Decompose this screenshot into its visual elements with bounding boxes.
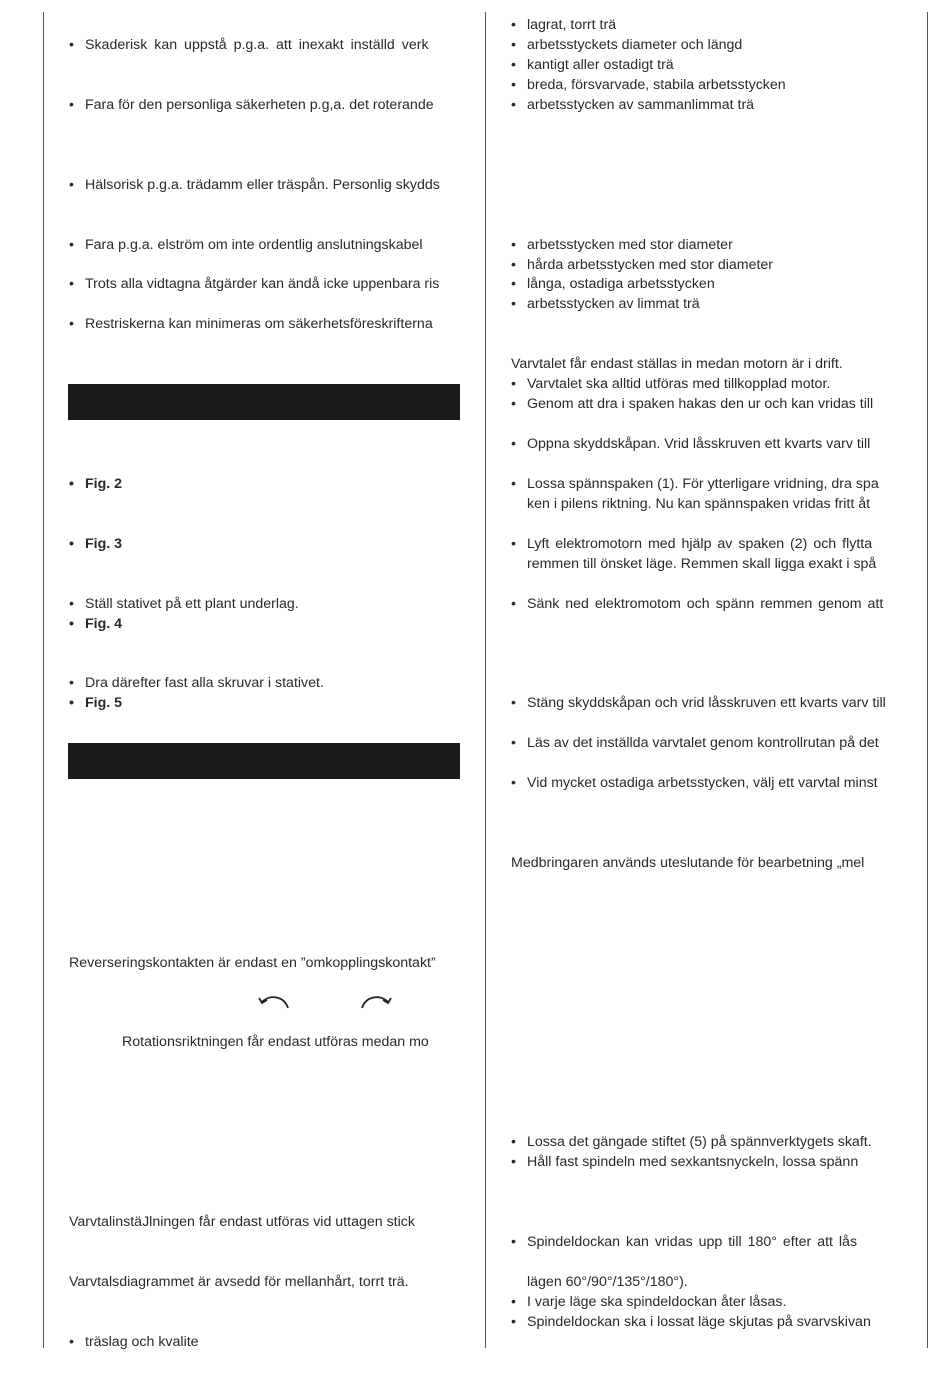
headstock-step: • Spindeldockan kan vridas upp till 180° efter att lås [511,1232,919,1252]
list-item: • arbetsstycken av limmat trä [511,294,700,314]
close-guard-step: • Stäng skyddskåpan och vrid låsskruven ett kvarts varv till [511,693,919,713]
list-item: • kantigt aller ostadigt trä [511,55,674,75]
driver-note: Medbringaren används uteslutande för bearbetning „mel [511,855,865,871]
open-guard-step: • Oppna skyddskåpan. Vrid låsskruven ett kvarts varv till [511,434,919,454]
list-item: • lagrat, torrt trä [511,15,616,35]
risk-item: • Trots alla vidtagna åtgärder kan ändå icke uppenbara ris [69,274,477,294]
risk-item: • Restriskerna kan minimeras om säkerhetsföreskrifterna [69,314,477,334]
list-item: • arbetsstycken med stor diameter [511,235,733,255]
unstable-workpiece-step: • Vid mycket ostadiga arbetsstycken, välj ett varvtal minst [511,773,919,793]
tool-step: • Lossa det gängade stiftet (5) på spännverktygets skaft. [511,1132,872,1152]
speed-step: • Genom att dra i spaken hakas den ur och kan vridas till [511,394,919,414]
figure-reference: • Fig. 4 [69,614,122,634]
headstock-step-cont: lägen 60°/90°/135°/180°). [527,1274,688,1290]
clockwise-arrow-icon [358,990,394,1012]
risk-item: • Fara för den personliga säkerheten p.g,a. det roterande [69,95,477,115]
loosen-lever-step: • Lossa spännspaken (1). För ytterligare vridning, dra spa [511,474,919,494]
speed-intro: Varvtalet får endast ställas in medan motorn är i drift. [511,356,843,372]
figure-reference: • Fig. 5 [69,693,122,713]
stand-instruction: • Ställ stativet på ett plant underlag. [69,594,299,614]
lower-motor-step: • Sänk ned elektromotom och spänn remmen genom att [511,594,919,614]
risk-item: • Hälsorisk p.g.a. trädamm eller träspån. Personlig skydds [69,175,477,195]
tighten-instruction: • Dra därefter fast alla skruvar i stativet. [69,673,324,693]
tool-step: • Håll fast spindeln med sexkantsnyckeln, lossa spänn [511,1152,919,1172]
list-item: • arbetsstyckets diameter och längd [511,35,742,55]
risk-item: • Fara p.g.a. elström om inte ordentlig anslutningskabel [69,235,477,255]
risk-item: • Skaderisk kan uppstå p.g.a. att inexakt inställd verk [69,35,477,55]
speed-step: • Varvtalet ska alltid utföras med tillkopplad motor. [511,374,830,394]
read-speed-step: • Läs av det inställda varvtalet genom kontrollrutan på det [511,733,919,753]
right-margin-rule [927,12,928,1348]
list-item: • arbetsstycken av sammanlimmat trä [511,95,754,115]
headstock-step: • I varje läge ska spindeldockan åter låsas. [511,1292,786,1312]
headstock-step: • Spindeldockan ska i lossat läge skjutas på svarvskivan [511,1312,919,1332]
section-header-bar [68,384,460,420]
list-item: • breda, försvarvade, stabila arbetsstycken [511,75,786,95]
figure-reference: • Fig. 3 [69,534,122,554]
loosen-lever-step-cont: ken i pilens riktning. Nu kan spännspaken vridas fritt åt [527,496,871,512]
section-header-bar [68,743,460,779]
wood-type-item: • träslag och kvalite [69,1332,199,1352]
reverse-switch-note: Reverseringskontakten är endast en ”omkopplingskontakt” [69,955,436,971]
list-item: • hårda arbetsstycken med stor diameter [511,255,773,275]
speed-diagram-note: Varvtalsdiagrammet är avsedd för mellanhårt, torrt trä. [69,1274,409,1290]
column-divider [485,12,486,1348]
speed-setting-note: VarvtalinstäJlningen får endast utföras vid uttagen stick [69,1214,415,1230]
rotation-note: Rotationsriktningen får endast utföras medan mo [122,1034,429,1050]
lift-motor-step: • Lyft elektromotorn med hjälp av spaken (2) och flytta [511,534,919,554]
counterclockwise-arrow-icon [256,990,292,1012]
list-item: • långa, ostadiga arbetsstycken [511,274,715,294]
figure-reference: • Fig. 2 [69,474,122,494]
lift-motor-step-cont: remmen till önsket läge. Remmen skall ligga exakt i spå [527,556,877,572]
left-margin-rule [43,12,44,1348]
